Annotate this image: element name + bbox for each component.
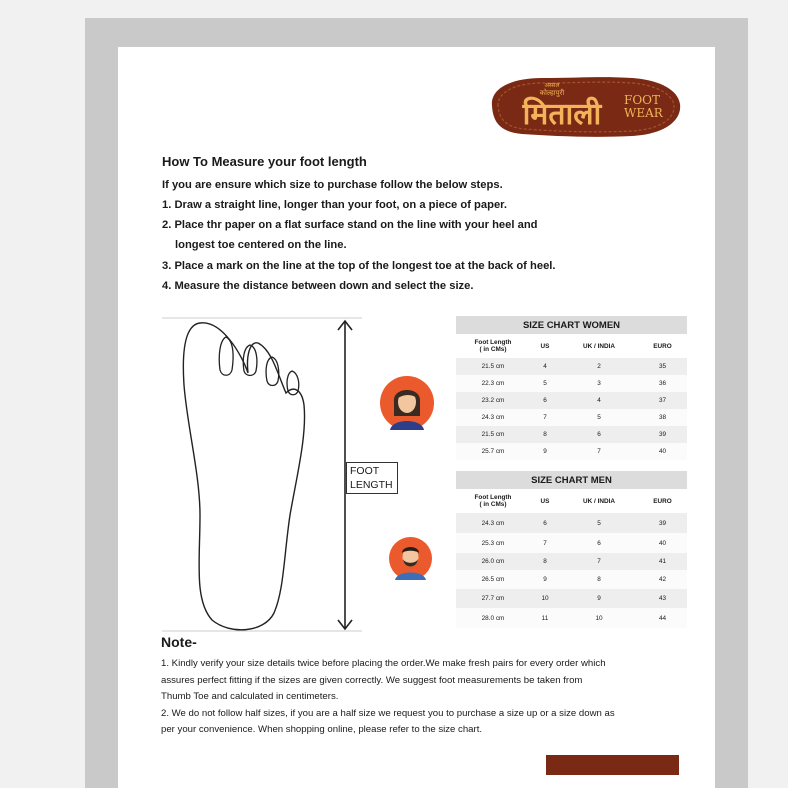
- table-cell: 38: [638, 409, 687, 426]
- table-cell: 26.5 cm: [456, 570, 530, 589]
- column-header: US: [530, 334, 560, 358]
- table-cell: 40: [638, 533, 687, 553]
- table-cell: 35: [638, 358, 687, 375]
- table-cell: 8: [530, 553, 560, 570]
- table-cell: 9: [560, 589, 638, 608]
- table-cell: 39: [638, 513, 687, 533]
- table-cell: 41: [638, 553, 687, 570]
- table-cell: 10: [530, 589, 560, 608]
- footer-brand-bar: [546, 755, 679, 775]
- step-4: 4. Measure the distance between down and select the size.: [162, 280, 474, 292]
- column-header: Foot Length ( in CMs): [456, 334, 530, 358]
- table-cell: 8: [560, 570, 638, 589]
- woman-avatar-icon: [380, 376, 434, 430]
- table-cell: 5: [560, 513, 638, 533]
- table-cell: 42: [638, 570, 687, 589]
- step-3: 3. Place a mark on the line at the top of the longest toe at the back of heel.: [162, 260, 556, 272]
- table-cell: 9: [530, 443, 560, 460]
- table-cell: 8: [530, 426, 560, 443]
- step-2: 2. Place thr paper on a flat surface stand on the line with your heel and: [162, 219, 538, 231]
- note-line: 1. Kindly verify your size details twice before placing the order.We make fresh pairs for every order which: [161, 658, 606, 669]
- brand-main-text: मिताली: [522, 97, 602, 132]
- table-cell: 23.2 cm: [456, 392, 530, 409]
- table-cell: 6: [560, 533, 638, 553]
- table-cell: 9: [530, 570, 560, 589]
- table-cell: 11: [530, 608, 560, 628]
- table-cell: 40: [638, 443, 687, 460]
- brand-small-text: अस्सल: [544, 82, 560, 89]
- brand-logo: [482, 72, 682, 140]
- table-cell: 5: [530, 375, 560, 392]
- table-cell: 36: [638, 375, 687, 392]
- table-cell: 39: [638, 426, 687, 443]
- table-cell: 6: [530, 392, 560, 409]
- table-cell: 4: [530, 358, 560, 375]
- women-table-title: SIZE CHART WOMEN: [456, 316, 687, 334]
- brand-foot-text: FOOT: [624, 93, 661, 107]
- note-line: Thumb Toe and calculated in centimeters.: [161, 691, 339, 702]
- intro-text: If you are ensure which size to purchase follow the below steps.: [162, 179, 503, 191]
- note-line: per your convenience. When shopping online, please refer to the size chart.: [161, 724, 483, 735]
- table-cell: 7: [530, 533, 560, 553]
- table-cell: 24.3 cm: [456, 409, 530, 426]
- column-header: UK / INDIA: [560, 334, 638, 358]
- brand-sub-text: कोल्हापुरी: [539, 89, 565, 97]
- page-title: How To Measure your foot length: [162, 154, 367, 169]
- table-cell: 24.3 cm: [456, 513, 530, 533]
- table-cell: 7: [530, 409, 560, 426]
- table-cell: 25.3 cm: [456, 533, 530, 553]
- table-cell: 7: [560, 443, 638, 460]
- step-1: 1. Draw a straight line, longer than your foot, on a piece of paper.: [162, 199, 508, 211]
- women-size-table: [456, 316, 687, 460]
- man-avatar-icon: [389, 537, 432, 580]
- table-cell: 5: [560, 409, 638, 426]
- table-cell: 28.0 cm: [456, 608, 530, 628]
- table-cell: 4: [560, 392, 638, 409]
- table-cell: 6: [560, 426, 638, 443]
- table-cell: 22.3 cm: [456, 375, 530, 392]
- table-cell: 10: [560, 608, 638, 628]
- table-cell: 21.5 cm: [456, 426, 530, 443]
- men-table-title: SIZE CHART MEN: [456, 471, 687, 489]
- table-cell: 7: [560, 553, 638, 570]
- column-header: Foot Length ( in CMs): [456, 489, 530, 513]
- table-cell: 25.7 cm: [456, 443, 530, 460]
- table-cell: 43: [638, 589, 687, 608]
- table-cell: 44: [638, 608, 687, 628]
- column-header: US: [530, 489, 560, 513]
- note-line: assures perfect fitting if the sizes are given correctly. We suggest foot measurements be taken from: [161, 675, 583, 686]
- table-cell: 26.0 cm: [456, 553, 530, 570]
- column-header: EURO: [638, 489, 687, 513]
- step-2-continued: longest toe centered on the line.: [175, 239, 347, 251]
- note-heading: Note-: [161, 634, 197, 650]
- foot-length-label-line2: LENGTH: [350, 479, 393, 491]
- note-line: 2. We do not follow half sizes, if you are a half size we request you to purchase a size up or a size down as: [161, 708, 615, 719]
- table-cell: 6: [530, 513, 560, 533]
- column-header: EURO: [638, 334, 687, 358]
- table-cell: 3: [560, 375, 638, 392]
- foot-length-label-line1: FOOT: [350, 465, 380, 477]
- table-cell: 37: [638, 392, 687, 409]
- foot-length-label: [346, 462, 398, 494]
- column-header: UK / INDIA: [560, 489, 638, 513]
- brand-wear-text: WEAR: [624, 106, 663, 120]
- table-cell: 21.5 cm: [456, 358, 530, 375]
- table-cell: 27.7 cm: [456, 589, 530, 608]
- men-size-table: [456, 471, 687, 628]
- table-cell: 2: [560, 358, 638, 375]
